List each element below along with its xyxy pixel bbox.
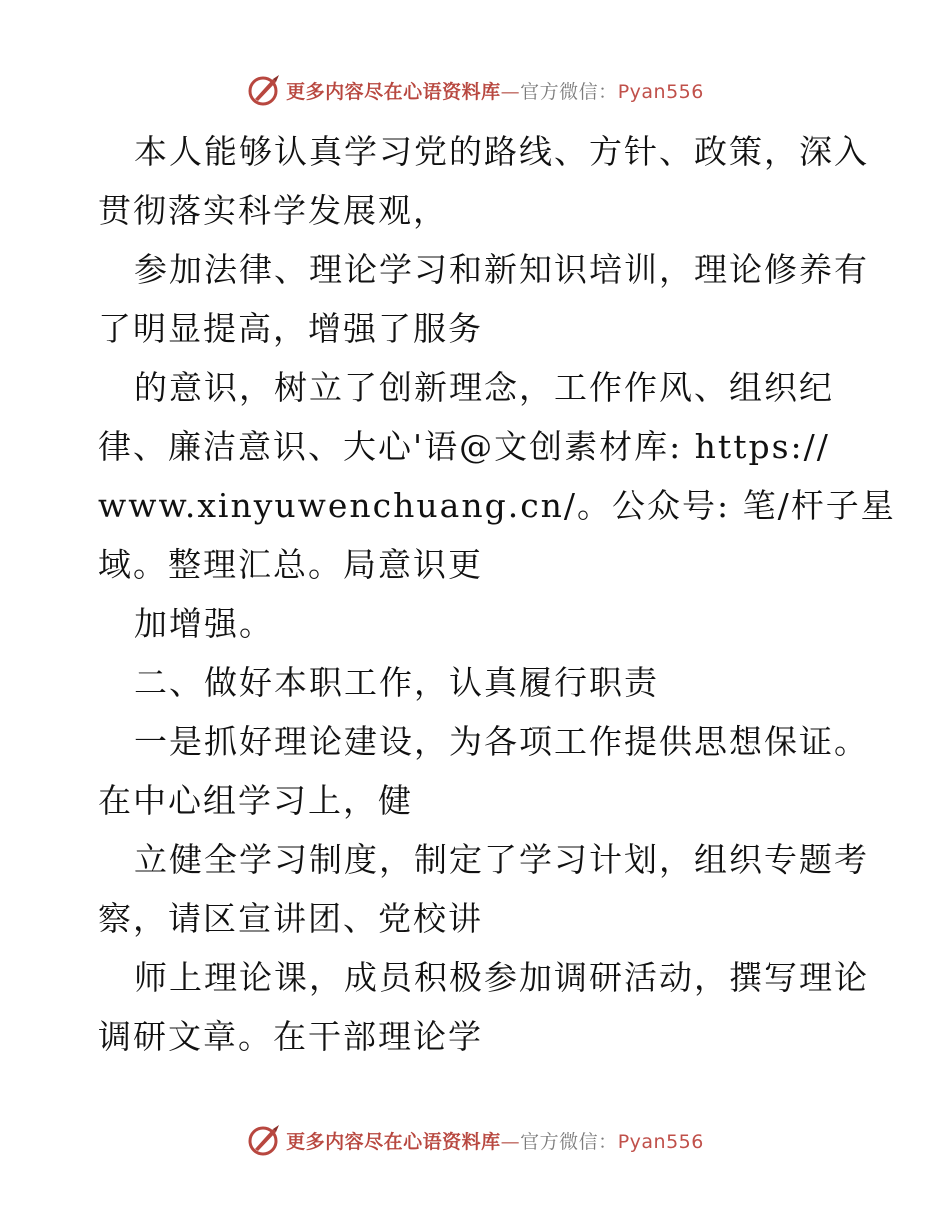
body-line: 参加法律、理论学习和新知识培训，理论修养有 (134, 250, 869, 289)
body-line: 本人能够认真学习党的路线、方针、政策，深入 (134, 132, 869, 171)
document-body (98, 122, 896, 1066)
body-line: 律、廉洁意识、大心'语@文创素材库: https:// (98, 427, 830, 466)
header-banner (0, 70, 950, 110)
footer-brand: 更多内容尽在心语资料库 (286, 1130, 501, 1153)
header-banner-text (286, 77, 704, 104)
body-line: 域。整理汇总。局意识更 (98, 545, 483, 584)
body-line: 了明显提高，增强了服务 (98, 309, 483, 348)
body-line: 的意识，树立了创新理念，工作作风、组织纪 (134, 368, 834, 407)
body-line: www.xinyuwenchuang.cn/。公众号: 笔/杆子星 (98, 486, 896, 525)
footer-banner-text (286, 1127, 704, 1154)
body-line: 察，请区宣讲团、党校讲 (98, 899, 483, 938)
body-line: 加增强。 (134, 604, 274, 643)
header-wechat-label: 官方微信： (520, 80, 618, 103)
section-heading: 二、做好本职工作，认真履行职责 (134, 663, 659, 702)
body-line: 立健全学习制度，制定了学习计划，组织专题考 (134, 840, 869, 879)
body-line: 一是抓好理论建设，为各项工作提供思想保证。 (134, 722, 869, 761)
footer-dash: — (500, 1130, 521, 1153)
footer-wechat-label: 官方微信： (520, 1130, 618, 1153)
body-line: 贯彻落实科学发展观， (98, 191, 448, 230)
quill-pen-logo-icon (246, 1122, 282, 1158)
header-wechat-id: Pyan556 (617, 80, 704, 103)
header-dash: — (500, 80, 521, 103)
body-line: 在中心组学习上，健 (98, 781, 413, 820)
quill-pen-logo-icon (246, 72, 282, 108)
footer-banner (0, 1120, 950, 1160)
body-line: 调研文章。在干部理论学 (98, 1017, 483, 1056)
header-brand: 更多内容尽在心语资料库 (286, 80, 501, 103)
footer-wechat-id: Pyan556 (617, 1130, 704, 1153)
body-line: 师上理论课，成员积极参加调研活动，撰写理论 (134, 958, 869, 997)
